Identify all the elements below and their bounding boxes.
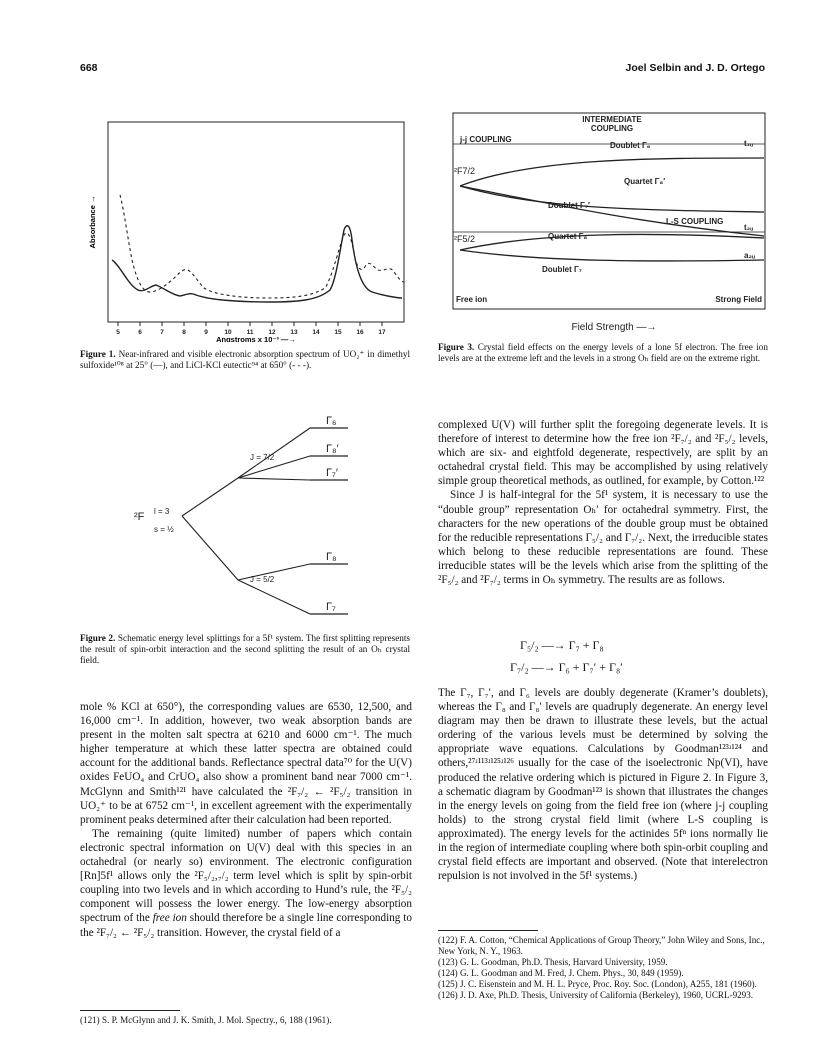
figure-1-xtick: 12 xyxy=(268,329,276,336)
right-paragraph-1: complexed U(V) will further split the foregoing degenerate levels. It is therefore of interest to determine how the free ion ²F₇/₂ and ²F₅/₂ levels, which are six- and eightfold degenerate, respectively, are split by an octahedral crystal field. This may be accomplished by using relatively simple group theoretical methods, as outlined, for example, by Cotton.¹²² xyxy=(438,419,768,488)
figure-1-xtick: 10 xyxy=(224,329,232,336)
figure-1-xtick: 9 xyxy=(204,329,208,336)
figure-3 xyxy=(452,112,768,338)
left-paragraph-2-end: should therefore be a single line corresponding to the ²F₇/₂ ← ²F₅/₂ transition. However, the crystal field of a xyxy=(80,912,412,939)
figure-1-xtick: 6 xyxy=(138,329,142,336)
page-number: 668 xyxy=(80,62,98,74)
left-footnote: (121) S. P. McGlynn and J. K. Smith, J. Mol. Spectry., 6, 188 (1961). xyxy=(80,1015,332,1025)
figure-3-doublet-g6: Doublet Γ₆ xyxy=(610,141,651,150)
figure-3-caption xyxy=(438,342,768,364)
figure-3-t2u: t₂ᵤ xyxy=(744,223,754,232)
figure-2-level-gamma7: Γ₇ xyxy=(326,601,336,613)
figure-1-caption-text: Near-infrared and visible electronic absorption spectrum of UO₂⁺ in dimethyl sulfoxide¹⁰⁸ at 25° (—), and LiCl-KCl eutectic⁹⁴ at 650° (- - -). xyxy=(80,349,411,370)
figure-3-free-ion: Free ion xyxy=(456,295,488,304)
figure-1-xtick: 11 xyxy=(246,329,254,336)
figure-1-x-axis-ticks xyxy=(118,322,382,326)
reference-123: (123) G. L. Goodman, Ph.D. Thesis, Harvard University, 1959. xyxy=(438,957,668,967)
figure-3-doublet-g7: Doublet Γ₇ xyxy=(542,265,583,274)
left-paragraph-2 xyxy=(80,827,412,940)
figure-1-xtick: 15 xyxy=(334,329,342,336)
figure-3-caption-label: Figure 3. xyxy=(438,342,475,352)
figure-3-title-line2: COUPLING xyxy=(590,124,634,133)
figure-3-left-lower: ²F5/2 xyxy=(454,234,476,244)
running-header-authors: Joel Selbin and J. D. Ortego xyxy=(625,62,765,74)
reference-125: (125) J. C. Eisenstein and M. H. L. Pryce, Proc. Roy. Soc. (London), A255, 181 (1960). xyxy=(438,979,757,989)
figure-3-title-line1: INTERMEDIATE xyxy=(582,115,642,124)
figure-3-left-upper: ²F7/2 xyxy=(454,166,476,176)
figure-2-level-gamma8-prime: Γ₈′ xyxy=(326,443,339,455)
left-paragraph-2-start: The remaining (quite limited) number of papers which contain electronic spectral information on U(V) deal with this species in an octahedral (or nearly so) environment. The electronic configuration [Rn]5f¹ allows only the ²F₅/₂,₇/₂ term level which is split by spin-orbit coupling into two levels and in which according to Hund’s rule, the ²F₅/₂ component will possess the lower energy. The low-energy absorption spectrum of the xyxy=(80,827,412,925)
equation-2: Γ₇/₂ —→ Γ₆ + Γ₇′ + Γ₈′ xyxy=(510,660,623,674)
left-footnote-rule xyxy=(80,1010,180,1011)
figure-2 xyxy=(130,408,370,628)
figure-2-diagram xyxy=(130,408,370,628)
figure-3-quartet-g8: Quartet Γ₈ xyxy=(548,232,588,241)
figure-1-xtick: 16 xyxy=(356,329,364,336)
figure-2-j-lower: J = 5/2 xyxy=(250,575,275,584)
left-paragraph-1: mole % KCl at 650°), the corresponding values are 6530, 12,500, and 16,000 cm⁻¹. In addition, however, two weak absorption bands are present in the molten salt spectra at 6210 and 6000 cm⁻¹. The much higher temperature at which these latter spectra are obtained could account for the additional bands. Reflectance spectral data⁷⁰ for the U(V) oxides FeUO₄ and CrUO₄ also show a prominent band near 7000 cm⁻¹. McGlynn and Smith¹²¹ have calculated the ²F₇/₂ ← ²F₅/₂ transition in UO₂⁺ to be at 6752 cm⁻¹, in excellent agreement with the experimentally prominent peaks determined after their calculation had been reported. xyxy=(80,701,412,826)
figure-1-xlabel: Angstroms x 10⁻³ —→ xyxy=(216,335,296,342)
figure-3-a2u: a₂ᵤ xyxy=(744,251,755,260)
figure-2-level-gamma6: Γ₆ xyxy=(326,415,337,427)
figure-1-caption-label: Figure 1. xyxy=(80,349,116,359)
figure-2-level-gamma8: Γ₈ xyxy=(326,551,337,563)
figure-2-caption xyxy=(80,633,410,666)
figure-3-caption-text: Crystal field effects on the energy levels of a lone 5f electron. The free ion levels are at the extreme left and the levels in a strong Oₕ field are on the extreme right. xyxy=(438,342,768,363)
left-column-text xyxy=(80,700,412,940)
right-column-text-top xyxy=(438,418,768,587)
figure-1-xtick: 7 xyxy=(160,329,164,336)
figure-3-jj-label: j-j COUPLING xyxy=(460,135,512,144)
figure-3-quartet-g8p: Quartet Γ₈′ xyxy=(624,177,666,186)
figure-3-strong-field: Strong Field xyxy=(715,295,762,304)
figure-2-j-upper: J = 7/2 xyxy=(250,453,275,462)
figure-1-ylabel: Absorbance → xyxy=(88,195,97,249)
figure-3-xlabel: Field Strength —→ xyxy=(571,322,657,333)
right-references xyxy=(438,935,768,1001)
reference-126: (126) J. D. Axe, Ph.D. Thesis, University of California (Berkeley), 1960, UCRL-9293. xyxy=(438,990,754,1000)
figure-2-caption-label: Figure 2. xyxy=(80,633,116,643)
figure-2-l-label: l = 3 xyxy=(154,507,170,516)
figure-1-caption xyxy=(80,349,410,371)
figure-1-xtick: 13 xyxy=(290,329,298,336)
figure-3-t1u: t₁ᵤ xyxy=(744,139,753,148)
figure-1-xtick: 17 xyxy=(378,329,386,336)
figure-2-s-label: s = ½ xyxy=(154,525,174,534)
figure-1-xtick: 8 xyxy=(182,329,186,336)
figure-1 xyxy=(80,110,410,342)
right-paragraph-2: Since J is half-integral for the 5f¹ system, it is necessary to use the “double group” representation Oₕ′ for octahedral symmetry. First, the characters for the new operations of the double group must be obtained for the reducible representations Γ₅/₂ and Γ₇/₂. Next, the irreducible states which belong to these reducible representations are found. These irreducible states will be the levels which arise from the splitting of the ²F₅/₂ and ²F₇/₂ terms in Oₕ symmetry. The results are as follows. xyxy=(438,489,768,587)
figure-1-xtick: 14 xyxy=(312,329,320,336)
equation-1: Γ₅/₂ —→ Γ₇ + Γ₈ xyxy=(520,638,604,652)
figure-3-diagram xyxy=(452,112,768,338)
figure-1-plot xyxy=(80,110,410,342)
figure-3-ls-label: L-S COUPLING xyxy=(666,217,724,226)
reference-124: (124) G. L. Goodman and M. Fred, J. Chem. Phys., 30, 849 (1959). xyxy=(438,968,684,978)
right-paragraph-3: The Γ₇, Γ₇′, and Γ₆ levels are doubly degenerate (Kramer’s doublets), whereas the Γ₈ and Γ₈′ levels are quadruply degenerate. An energy level diagram may then be drawn to illustrate these levels, but the actual ordering of the various levels must be determined by solving the appropriate wave equations. Calculations by Goodman¹²³ʴ¹²⁴ and others,²⁷ʴ¹¹³ʴ¹²⁵ʴ¹²⁶ usually for the case of the isoelectronic Np(VI), have produced the relative ordering which is pictured in Figure 2. In Figure 3, a schematic diagram by Goodman¹²³ is shown that illustrates the changes in the energy levels on going from the field free ion (where j-j coupling holds) to the strong crystal field limit (where L-S coupling is approximated). The energy levels for the actinides 5fⁿ ions normally lie in the region of intermediate coupling where both spin-orbit coupling and crystal field effects are important and observed. (Note that interelectron repulsion is not involved in the 5f¹ systems.) xyxy=(438,687,768,883)
reference-122: (122) F. A. Cotton, “Chemical Applications of Group Theory,” John Wiley and Sons, Inc., New York, N. Y., 1963. xyxy=(438,935,765,956)
figure-3-doublet-g7p: Doublet Γ₇′ xyxy=(548,201,590,210)
right-column-text-bottom xyxy=(438,686,768,883)
left-paragraph-2-italic: free ion xyxy=(152,912,187,925)
figure-2-level-gamma7-prime: Γ₇′ xyxy=(326,467,338,479)
figure-1-xtick: 5 xyxy=(116,329,120,336)
figure-2-ground-term: ²F xyxy=(134,511,145,523)
figure-2-caption-text: Schematic energy level splittings for a 5f¹ system. The first splitting represents the result of spin-orbit interaction and the second splitting the result of an Oₕ crystal field. xyxy=(80,633,410,665)
right-footnote-rule xyxy=(438,930,538,931)
